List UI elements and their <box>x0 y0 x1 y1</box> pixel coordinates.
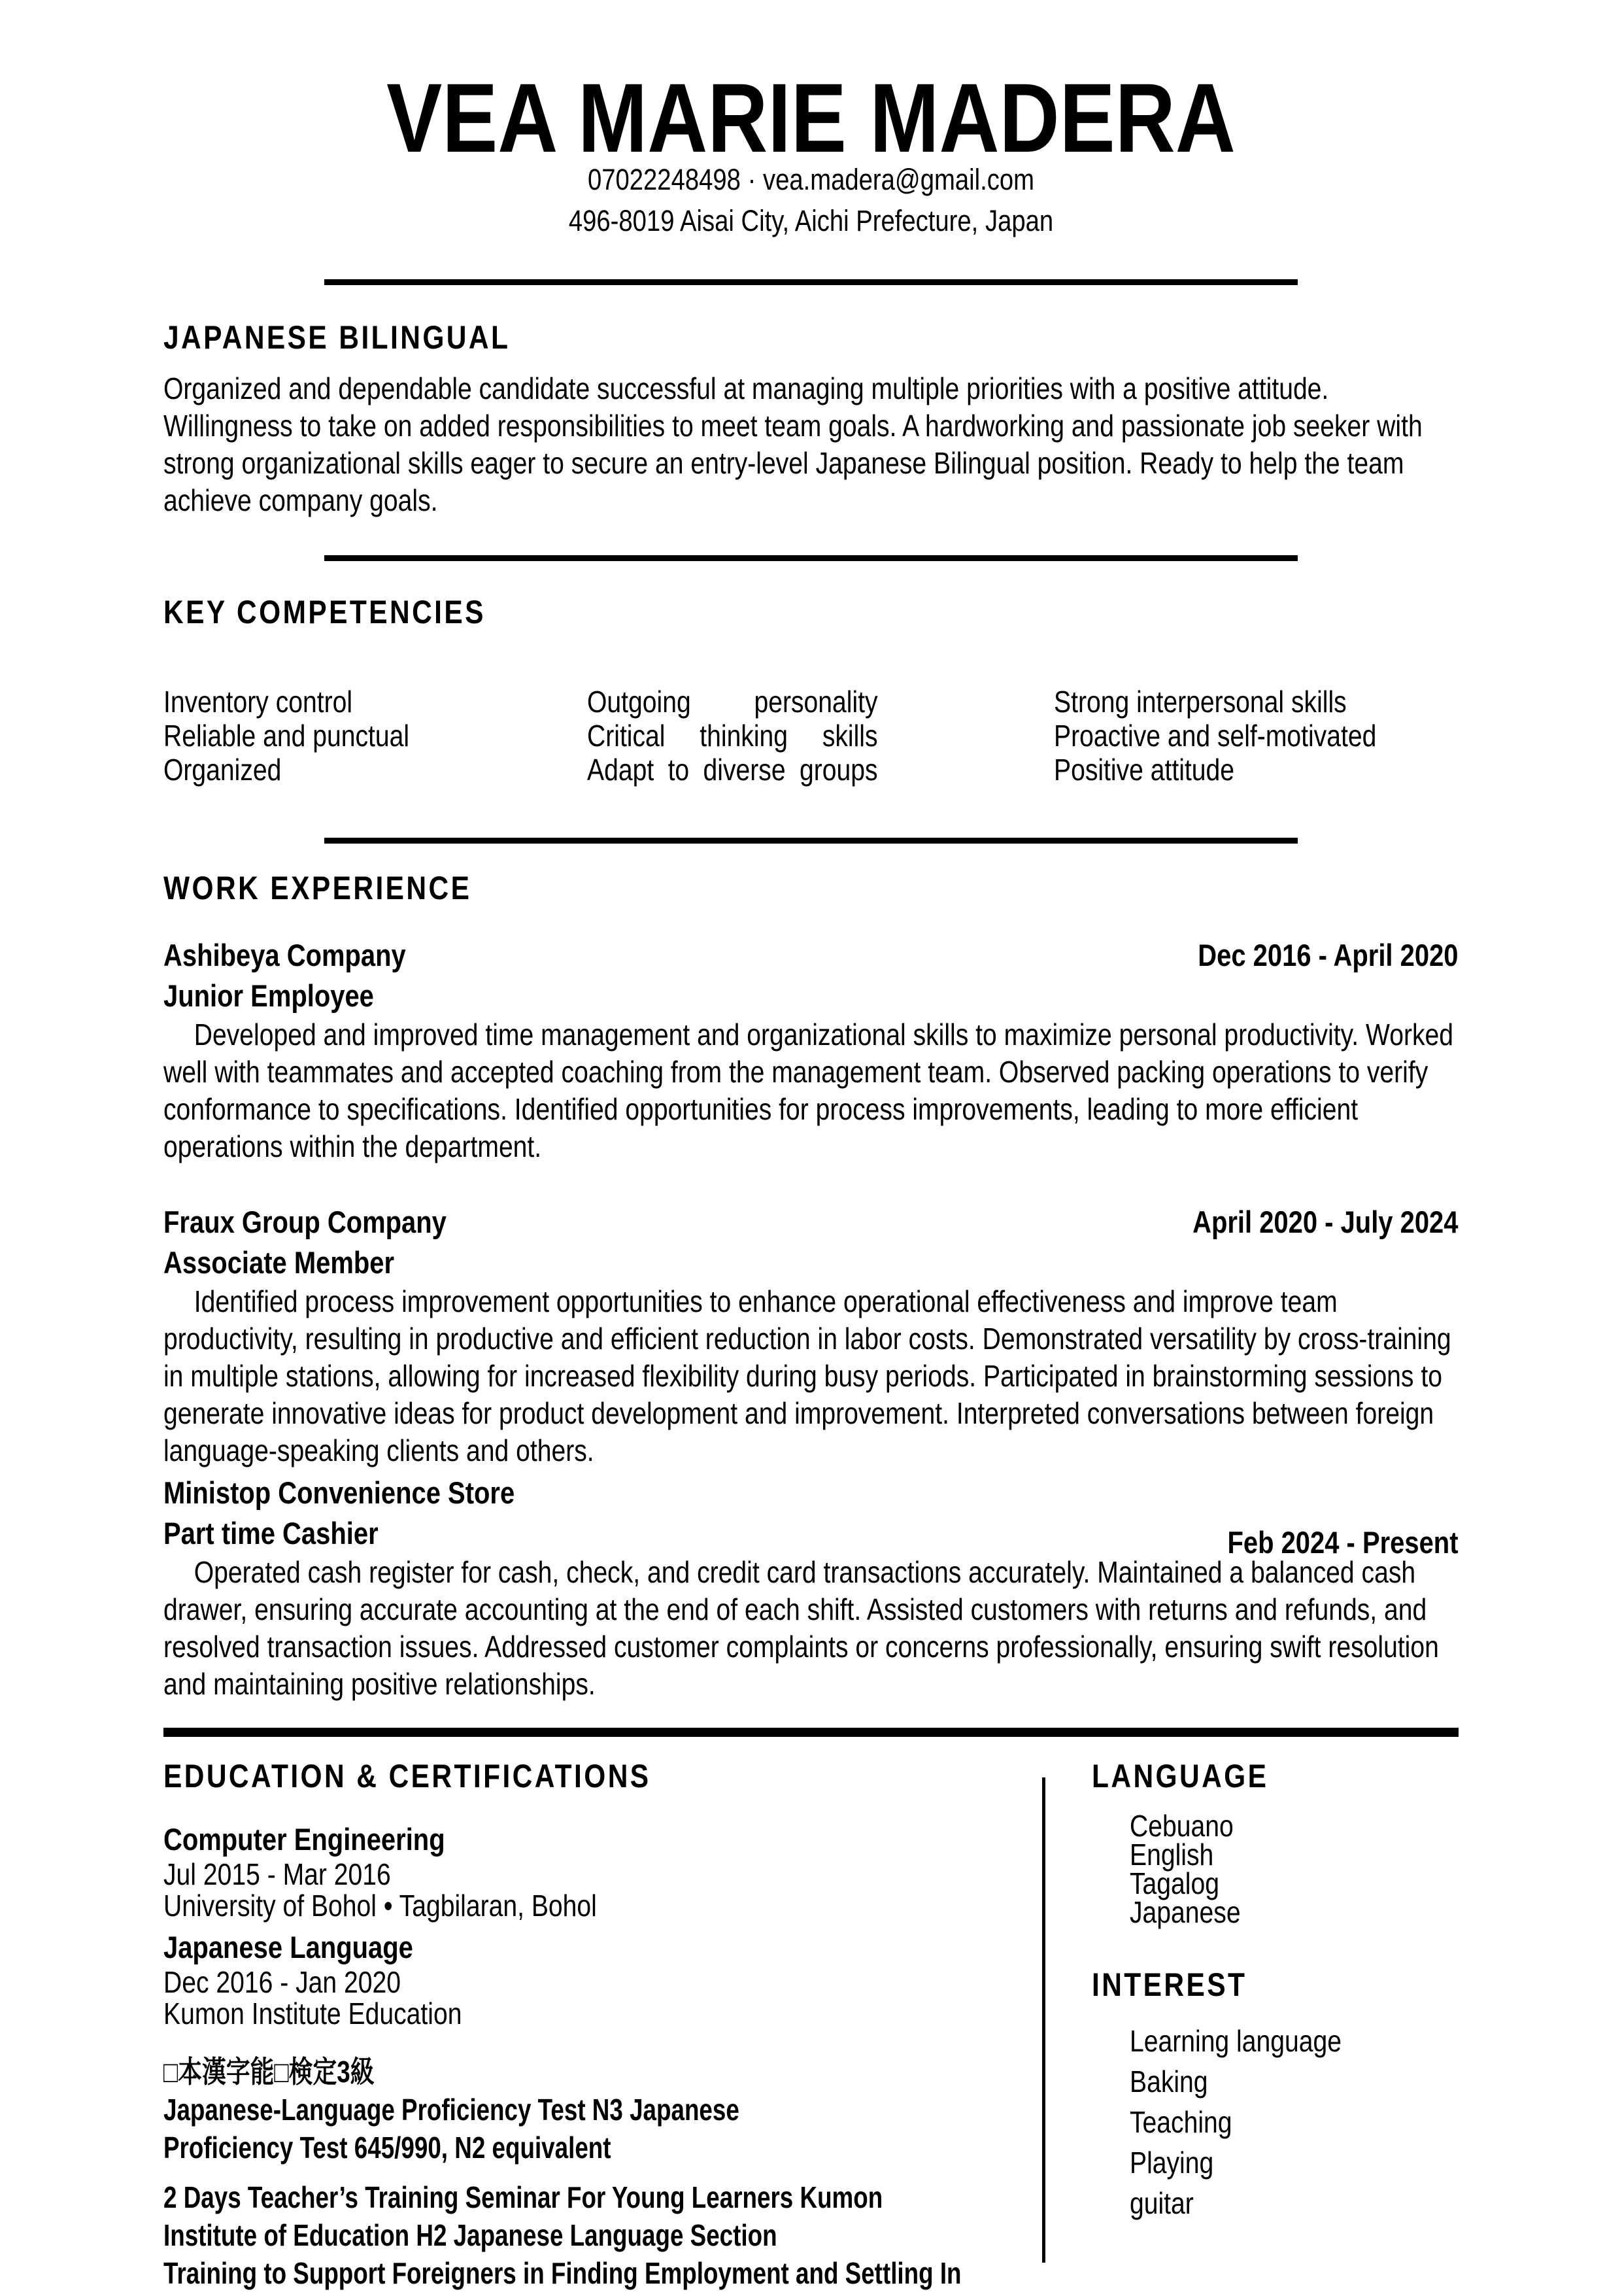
job-dates: April 2020 - July 2024 <box>1192 1205 1459 1239</box>
job-description: Identified process improvement opportunities to enhance operational effectiveness and improve team productivity, resulting in productive and efficient reduction in labor costs. Demonstrated versatility by cross-training in multiple stations, allowing for increased flexibility during busy periods. Participated in brainstorming sessions to generate innovative ideas for product development and improvement. Interpreted conversations between foreign language-speaking clients and others. <box>163 1284 1451 1467</box>
education-dates: Jul 2015 - Mar 2016 <box>163 1857 391 1891</box>
competency-item: Organized <box>163 753 282 787</box>
competency-column-3 <box>1054 685 1454 787</box>
competency-item: Reliable and punctual <box>163 719 410 753</box>
competency-column-2 <box>587 685 878 787</box>
divider-competencies <box>324 838 1298 844</box>
interest-item: Learning language <box>1130 2024 1342 2058</box>
interest-item: Baking <box>1130 2065 1208 2099</box>
education-entry <box>163 1821 1041 1921</box>
language-item: Japanese <box>1130 1895 1241 1929</box>
language-item: Tagalog <box>1130 1866 1219 1900</box>
language-item: English <box>1130 1838 1214 1872</box>
job-entry <box>163 935 1459 1165</box>
competency-item: Proactive and self-motivated <box>1054 719 1377 753</box>
job-company: Fraux Group Company <box>163 1205 447 1239</box>
section-heading-work-experience: WORK EXPERIENCE <box>163 870 472 906</box>
language-list <box>1130 1811 1519 1927</box>
competency-item: Strong interpersonal skills <box>1054 685 1347 719</box>
divider-header <box>324 279 1298 285</box>
job-description: Operated cash register for cash, check, and credit card transactions accurately. Maintained a balanced cash drawer, ensuring accurate accounting at the end of each shift. Assisted customers with returns and refunds, and resolved transaction issues. Addressed customer complaints or concerns professionally, ensuring swift resolution and maintaining positive relationships. <box>163 1555 1439 1701</box>
candidate-name: VEA MARIE MADERA <box>386 63 1236 173</box>
job-title: Junior Employee <box>163 978 374 1013</box>
section-heading-key-competencies: KEY COMPETENCIES <box>163 594 486 630</box>
job-company: Ministop Convenience Store <box>163 1475 515 1510</box>
job-header <box>163 1473 1459 1513</box>
competency-column-1 <box>163 685 508 787</box>
interest-item: guitar <box>1130 2186 1194 2220</box>
section-heading-japanese-bilingual: JAPANESE BILINGUAL <box>163 319 511 356</box>
job-dates: Feb 2024 - Present <box>1227 1525 1459 1560</box>
certification-item: 2 Days Teacher’s Training Seminar For Young Learners Kumon <box>163 2180 883 2214</box>
education-dates: Dec 2016 - Jan 2020 <box>163 1965 401 1999</box>
competency-item: Adapt to diverse groups <box>587 753 878 787</box>
job-company: Ashibeya Company <box>163 938 406 972</box>
job-header <box>163 935 1459 976</box>
job-description: Developed and improved time management and organizational skills to maximize personal productivity. Worked well with teammates and accepted coaching from the management team. Observed packing operations to verify conformance to specifications. Identified opportunities for process improvements, leading to more efficient operations within the department. <box>163 1018 1454 1163</box>
summary-paragraph: Organized and dependable candidate successful at managing multiple priorities with a positive attitude. Willingness to take on added responsibilities to meet team goals. A hardworking and passionate job seeker with strong organizational skills eager to secure an entry-level Japanese Bilingual position. Ready to help the team achieve company goals. <box>163 371 1423 517</box>
contact-phone-email: 07022248498 · vea.madera@gmail.com <box>587 163 1035 196</box>
education-title: Computer Engineering <box>163 1822 445 1857</box>
section-heading-language: LANGUAGE <box>1092 1758 1269 1794</box>
certification-item: □本漢字能□検定3級 <box>163 2055 375 2089</box>
language-item: Cebuano <box>1130 1809 1234 1843</box>
certifications-list <box>163 2053 1183 2292</box>
interest-item: Playing <box>1130 2146 1214 2180</box>
interest-list <box>1130 2021 1519 2223</box>
certification-item: Institute of Education H2 Japanese Language Section <box>163 2218 777 2252</box>
job-entry <box>163 1202 1459 1469</box>
job-title: Associate Member <box>163 1245 395 1280</box>
job-header <box>163 1202 1459 1242</box>
education-title: Japanese Language <box>163 1930 413 1964</box>
interest-item: Teaching <box>1130 2105 1232 2139</box>
certification-item: Proficiency Test 645/990, N2 equivalent <box>163 2131 611 2165</box>
education-school: Kumon Institute Education <box>163 1996 462 2030</box>
contact-address: 496-8019 Aisai City, Aichi Prefecture, Japan <box>568 204 1054 237</box>
education-school: University of Bohol • Tagbilaran, Bohol <box>163 1889 597 1923</box>
section-heading-education: EDUCATION & CERTIFICATIONS <box>163 1758 651 1794</box>
competency-item: Outgoing personality <box>587 685 878 719</box>
competency-item: Inventory control <box>163 685 353 719</box>
job-title: Part time Cashier <box>163 1516 379 1551</box>
certification-item: Training to Support Foreigners in Finding Employment and Settling In <box>163 2256 962 2290</box>
certification-item: Japanese-Language Proficiency Test N3 Japanese <box>163 2093 739 2127</box>
job-dates: Dec 2016 - April 2020 <box>1198 938 1459 972</box>
job-entry <box>163 1473 1459 1703</box>
competency-item: Critical thinking skills <box>587 719 878 753</box>
divider-columns-vertical <box>1042 1777 1045 2263</box>
divider-summary <box>324 555 1298 561</box>
section-heading-interest: INTEREST <box>1092 1966 1247 2003</box>
divider-experience-bottom <box>163 1728 1459 1737</box>
competency-item: Positive attitude <box>1054 753 1235 787</box>
education-entry <box>163 1929 1041 2029</box>
